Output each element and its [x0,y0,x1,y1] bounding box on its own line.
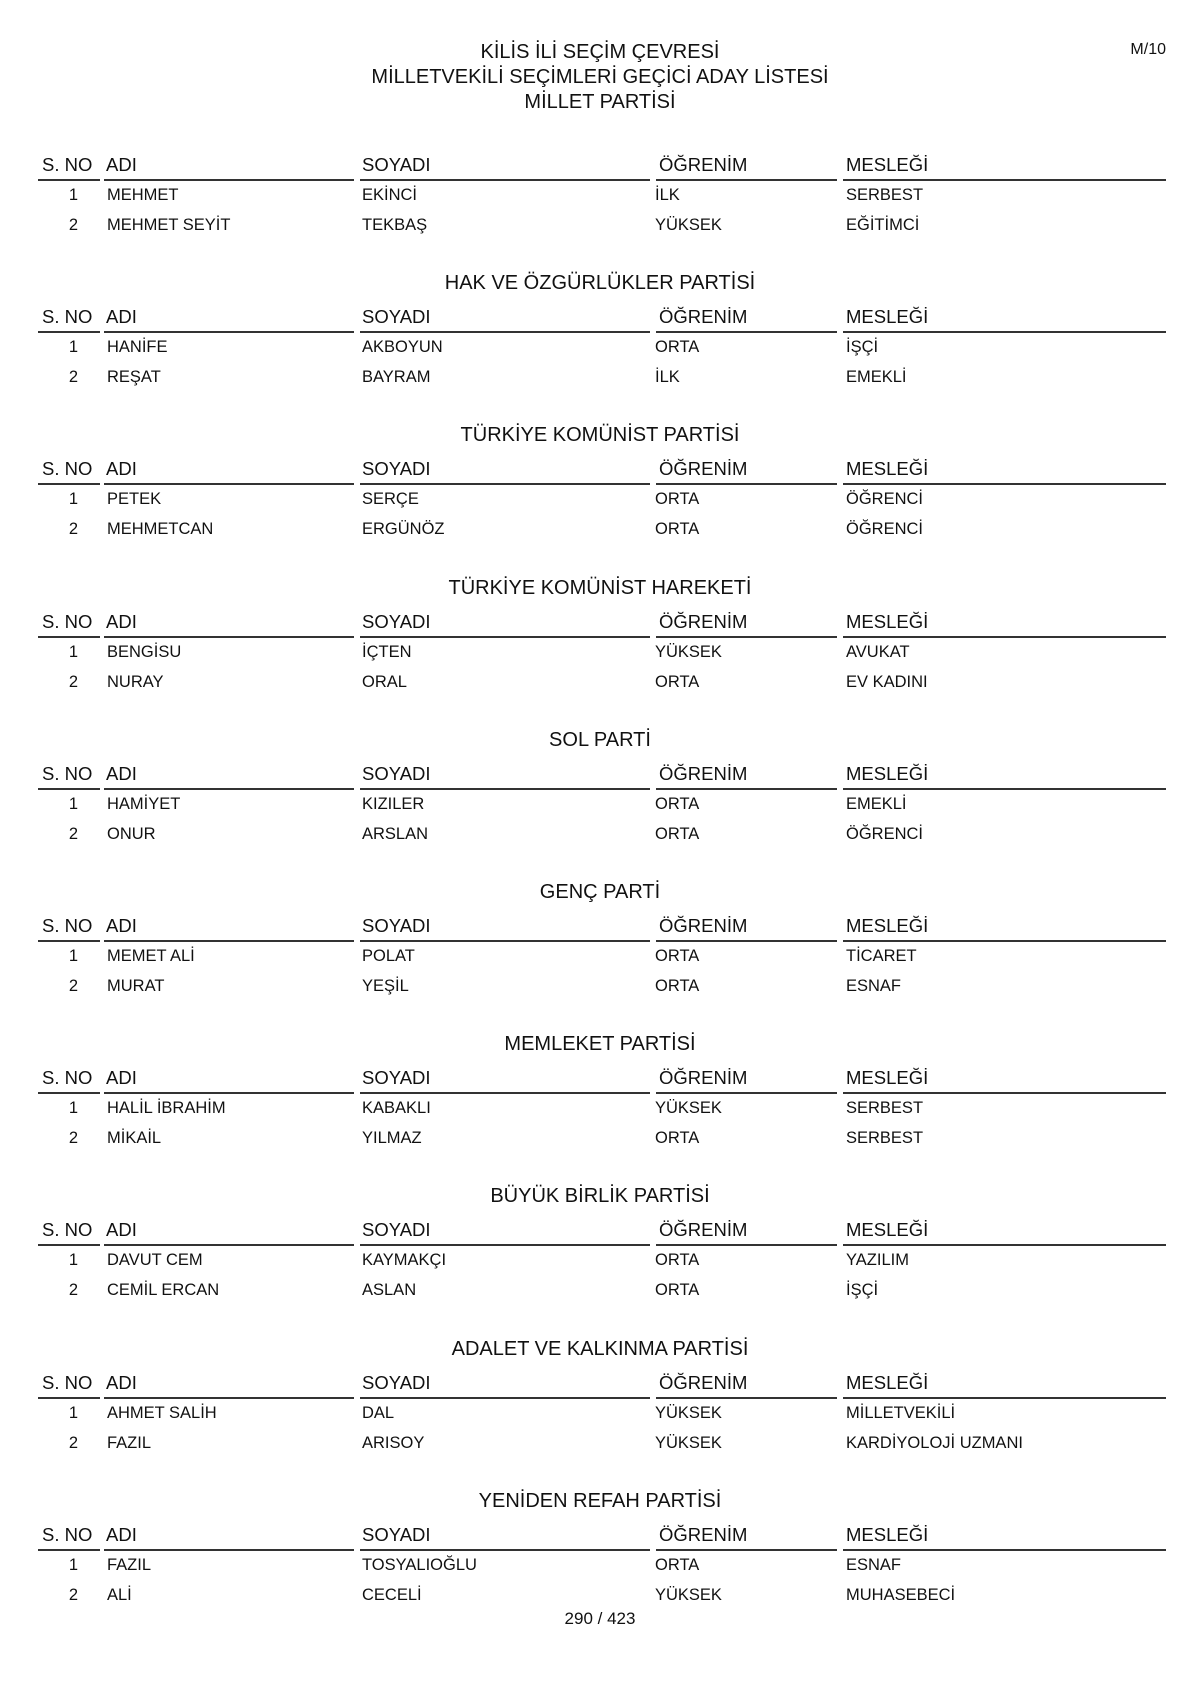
cell-adi: MEHMET SEYİT [107,216,231,234]
column-header-ogrenim: ÖĞRENİM [659,1371,748,1393]
header-line-3: MİLLET PARTİSİ [524,91,676,113]
table-header [0,1065,1200,1093]
cell-soyadi: AKBOYUN [362,338,443,357]
header-rule [843,1397,1166,1399]
cell-meslegi: ÖĞRENCİ [846,824,924,843]
cell-ogrenim: ORTA [655,672,700,691]
header-rule [656,940,837,942]
column-header-ogrenim: ÖĞRENİM [659,154,748,175]
cell-soyadi: TOSYALIOĞLU [362,1555,477,1574]
party-section [0,1187,1200,1339]
cell-no: 1 [68,1403,78,1422]
header-rule [38,1397,100,1399]
header-rule [38,331,100,333]
cell-meslegi: TİCARET [846,946,917,965]
header-rule [656,636,837,638]
cell-adi: HANİFE [107,338,168,357]
cell-soyadi: CECELİ [362,1585,422,1604]
column-header-soyadi: SOYADI [362,306,431,328]
header-rule [656,1397,837,1399]
header-rule [38,1244,100,1246]
column-header-ogrenim: ÖĞRENİM [659,1219,748,1241]
column-header-adi: ADI [106,610,137,632]
cell-no: 1 [68,1099,78,1118]
cell-meslegi: ESNAF [846,976,902,995]
cell-ogrenim: ORTA [655,490,700,509]
column-header-no: S. NO [42,154,93,175]
column-header-soyadi: SOYADI [362,154,431,175]
column-header-adi: ADI [106,1067,137,1089]
cell-meslegi: SERBEST [846,1129,924,1148]
header-line-1: KİLİS İLİ SEÇİM ÇEVRESİ [480,41,720,63]
column-header-meslegi: MESLEĞİ [846,1219,929,1241]
header-rule [843,1244,1166,1246]
header-rule [360,1549,650,1551]
cell-soyadi: TEKBAŞ [362,216,428,234]
header-rule [104,483,354,485]
header-rule [843,788,1166,790]
header-rule [104,1549,354,1551]
party-title: YENİDEN REFAH PARTİSİ [478,1489,722,1512]
cell-ogrenim: ORTA [655,976,700,995]
cell-adi: ALİ [107,1585,132,1604]
header-rule [843,636,1166,638]
header-rule [38,179,100,181]
header-rule [38,1549,100,1551]
column-header-adi: ADI [106,1371,137,1393]
header-rule [843,1549,1166,1551]
column-header-adi: ADI [106,914,137,936]
table-header [0,1217,1200,1245]
cell-adi: DAVUT CEM [107,1251,203,1270]
cell-adi: MİKAİL [107,1129,162,1148]
header-rule [38,483,100,485]
header-rule [360,636,650,638]
table-header [0,913,1200,941]
document-header [0,40,1200,115]
cell-adi: MEHMETCAN [107,520,214,539]
cell-ogrenim: YÜKSEK [655,216,722,234]
cell-adi: MEMET ALİ [107,946,195,965]
cell-adi: FAZIL [107,1433,152,1452]
cell-no: 2 [68,1129,78,1148]
cell-soyadi: DAL [362,1403,395,1422]
column-header-ogrenim: ÖĞRENİM [659,458,748,480]
party-section [0,1337,1200,1492]
cell-meslegi: EMEKLİ [846,794,907,813]
column-header-soyadi: SOYADI [362,1523,431,1545]
cell-meslegi: EMEKLİ [846,368,907,387]
cell-adi: NURAY [107,672,164,691]
cell-adi: HAMİYET [107,794,181,813]
cell-soyadi: YEŞİL [362,976,409,995]
header-rule [104,1092,354,1094]
column-header-adi: ADI [106,154,137,175]
party-title: HAK VE ÖZGÜRLÜKLER PARTİSİ [444,272,756,295]
header-line-2: MİLLETVEKİLİ SEÇİMLERİ GEÇİCİ ADAY LİSTESİ [371,66,829,88]
cell-meslegi: MUHASEBECİ [846,1585,956,1604]
column-header-meslegi: MESLEĞİ [846,914,929,936]
header-rule [38,1092,100,1094]
party-title: TÜRKİYE KOMÜNİST HAREKETİ [448,576,752,599]
table-header [0,456,1200,484]
cell-soyadi: EKİNCİ [362,186,418,204]
table-header [0,152,1200,180]
column-header-soyadi: SOYADI [362,1371,431,1393]
cell-no: 2 [68,1281,78,1300]
header-rule [843,483,1166,485]
cell-no: 2 [68,672,78,691]
cell-soyadi: KABAKLI [362,1099,431,1118]
column-header-adi: ADI [106,306,137,328]
cell-adi: PETEK [107,490,162,509]
cell-ogrenim: ORTA [655,1251,700,1270]
header-rule [104,179,354,181]
column-header-soyadi: SOYADI [362,610,431,632]
header-rule [656,1092,837,1094]
party-section [0,880,1200,1035]
cell-ogrenim: ORTA [655,1129,700,1148]
cell-adi: BENGİSU [107,642,182,661]
party-section [0,274,1200,426]
page-number: 290 / 423 [564,1609,636,1628]
column-header-soyadi: SOYADI [362,1219,431,1241]
cell-no: 1 [68,338,78,357]
column-header-ogrenim: ÖĞRENİM [659,1067,748,1089]
header-rule [656,179,837,181]
column-header-no: S. NO [42,1371,93,1393]
column-header-no: S. NO [42,1523,93,1545]
cell-no: 1 [68,490,78,509]
cell-meslegi: EV KADINI [846,672,928,691]
column-header-ogrenim: ÖĞRENİM [659,610,748,632]
header-rule [360,940,650,942]
cell-adi: MEHMET [107,186,179,204]
cell-meslegi: MİLLETVEKİLİ [846,1403,956,1422]
header-rule [360,483,650,485]
cell-soyadi: ARSLAN [362,824,429,843]
cell-no: 1 [68,1251,78,1270]
cell-no: 2 [68,1433,78,1452]
cell-meslegi: EĞİTİMCİ [846,216,920,234]
table-header [0,1522,1200,1550]
cell-ogrenim: YÜKSEK [655,642,722,661]
column-header-ogrenim: ÖĞRENİM [659,306,748,328]
column-header-ogrenim: ÖĞRENİM [659,1523,748,1545]
cell-ogrenim: YÜKSEK [655,1585,722,1604]
cell-adi: MURAT [107,976,165,995]
cell-meslegi: İŞÇİ [846,1281,879,1300]
cell-soyadi: ORAL [362,672,407,691]
header-rule [38,940,100,942]
column-header-adi: ADI [106,762,137,784]
party-title: MEMLEKET PARTİSİ [504,1033,696,1056]
cell-soyadi: SERÇE [362,490,419,509]
cell-adi: ONUR [107,824,156,843]
cell-adi: REŞAT [107,368,161,387]
cell-no: 2 [68,976,78,995]
table-header [0,609,1200,637]
header-rule [104,1244,354,1246]
column-header-soyadi: SOYADI [362,1067,431,1089]
header-rule [656,788,837,790]
cell-soyadi: BAYRAM [362,368,431,387]
column-header-no: S. NO [42,914,93,936]
cell-soyadi: POLAT [362,946,415,965]
party-title: BÜYÜK BİRLİK PARTİSİ [490,1185,710,1208]
column-header-ogrenim: ÖĞRENİM [659,762,748,784]
cell-soyadi: ARISOY [362,1433,425,1452]
candidate-sections [0,122,1200,1644]
header-rule [360,1244,650,1246]
header-rule [38,636,100,638]
column-header-meslegi: MESLEĞİ [846,610,929,632]
cell-ogrenim: İLK [655,368,680,387]
cell-ogrenim: YÜKSEK [655,1099,722,1118]
party-section [0,122,1200,274]
header-rule [656,483,837,485]
column-header-no: S. NO [42,610,93,632]
column-header-meslegi: MESLEĞİ [846,1371,929,1393]
cell-no: 1 [68,946,78,965]
cell-meslegi: SERBEST [846,186,924,204]
cell-no: 2 [68,216,78,234]
header-rule [104,636,354,638]
cell-soyadi: ERGÜNÖZ [362,520,445,539]
cell-ogrenim: YÜKSEK [655,1403,722,1422]
table-header [0,761,1200,789]
cell-soyadi: KAYMAKÇI [362,1251,447,1270]
party-section [0,728,1200,883]
column-header-no: S. NO [42,1219,93,1241]
cell-no: 2 [68,1585,78,1604]
cell-ogrenim: YÜKSEK [655,1433,722,1452]
cell-soyadi: İÇTEN [362,642,412,661]
column-header-meslegi: MESLEĞİ [846,154,929,175]
party-title: TÜRKİYE KOMÜNİST PARTİSİ [460,424,740,447]
column-header-soyadi: SOYADI [362,762,431,784]
header-rule [360,331,650,333]
cell-meslegi: KARDİYOLOJİ UZMANI [846,1433,1023,1452]
cell-no: 2 [68,368,78,387]
cell-soyadi: YILMAZ [362,1129,422,1148]
header-rule [38,788,100,790]
column-header-meslegi: MESLEĞİ [846,1067,929,1089]
column-header-no: S. NO [42,1067,93,1089]
cell-meslegi: ÖĞRENCİ [846,490,924,509]
column-header-adi: ADI [106,1523,137,1545]
cell-ogrenim: ORTA [655,338,700,357]
table-header [0,1370,1200,1398]
cell-no: 2 [68,520,78,539]
cell-meslegi: AVUKAT [846,642,910,661]
column-header-adi: ADI [106,1219,137,1241]
column-header-soyadi: SOYADI [362,458,431,480]
header-rule [360,1397,650,1399]
header-rule [843,179,1166,181]
party-title: ADALET VE KALKINMA PARTİSİ [451,1337,749,1360]
header-rule [656,331,837,333]
cell-ogrenim: ORTA [655,1281,700,1300]
cell-no: 2 [68,824,78,843]
cell-meslegi: İŞÇİ [846,338,879,357]
party-title: SOL PARTİ [549,728,651,751]
cell-meslegi: YAZILIM [846,1251,909,1270]
cell-adi: AHMET SALİH [107,1403,217,1422]
header-rule [360,1092,650,1094]
cell-adi: CEMİL ERCAN [107,1281,220,1300]
page-code: M/10 [1130,41,1166,58]
column-header-meslegi: MESLEĞİ [846,762,929,784]
cell-adi: HALİL İBRAHİM [107,1099,226,1118]
header-rule [843,940,1166,942]
cell-ogrenim: ORTA [655,1555,700,1574]
cell-no: 1 [68,642,78,661]
column-header-ogrenim: ÖĞRENİM [659,914,748,936]
header-rule [843,1092,1166,1094]
header-rule [104,788,354,790]
cell-no: 1 [68,794,78,813]
party-section [0,576,1200,731]
column-header-meslegi: MESLEĞİ [846,458,929,480]
table-header [0,304,1200,332]
column-header-adi: ADI [106,458,137,480]
cell-ogrenim: ORTA [655,520,700,539]
party-section [0,426,1200,578]
cell-soyadi: KIZILER [362,794,425,813]
party-section [0,1035,1200,1187]
column-header-no: S. NO [42,306,93,328]
column-header-meslegi: MESLEĞİ [846,306,929,328]
header-rule [104,331,354,333]
cell-ogrenim: ORTA [655,824,700,843]
column-header-soyadi: SOYADI [362,914,431,936]
cell-meslegi: ÖĞRENCİ [846,520,924,539]
cell-ogrenim: İLK [655,186,680,204]
column-header-no: S. NO [42,458,93,480]
header-rule [656,1549,837,1551]
header-rule [360,788,650,790]
cell-meslegi: SERBEST [846,1099,924,1118]
header-rule [656,1244,837,1246]
cell-meslegi: ESNAF [846,1555,902,1574]
cell-ogrenim: ORTA [655,946,700,965]
party-title: GENÇ PARTİ [539,880,661,903]
header-rule [104,1397,354,1399]
cell-ogrenim: ORTA [655,794,700,813]
cell-no: 1 [68,1555,78,1574]
header-rule [843,331,1166,333]
header-rule [104,940,354,942]
header-rule [360,179,650,181]
cell-soyadi: ASLAN [362,1281,417,1300]
cell-no: 1 [68,186,78,204]
column-header-no: S. NO [42,762,93,784]
cell-adi: FAZIL [107,1555,152,1574]
column-header-meslegi: MESLEĞİ [846,1523,929,1545]
